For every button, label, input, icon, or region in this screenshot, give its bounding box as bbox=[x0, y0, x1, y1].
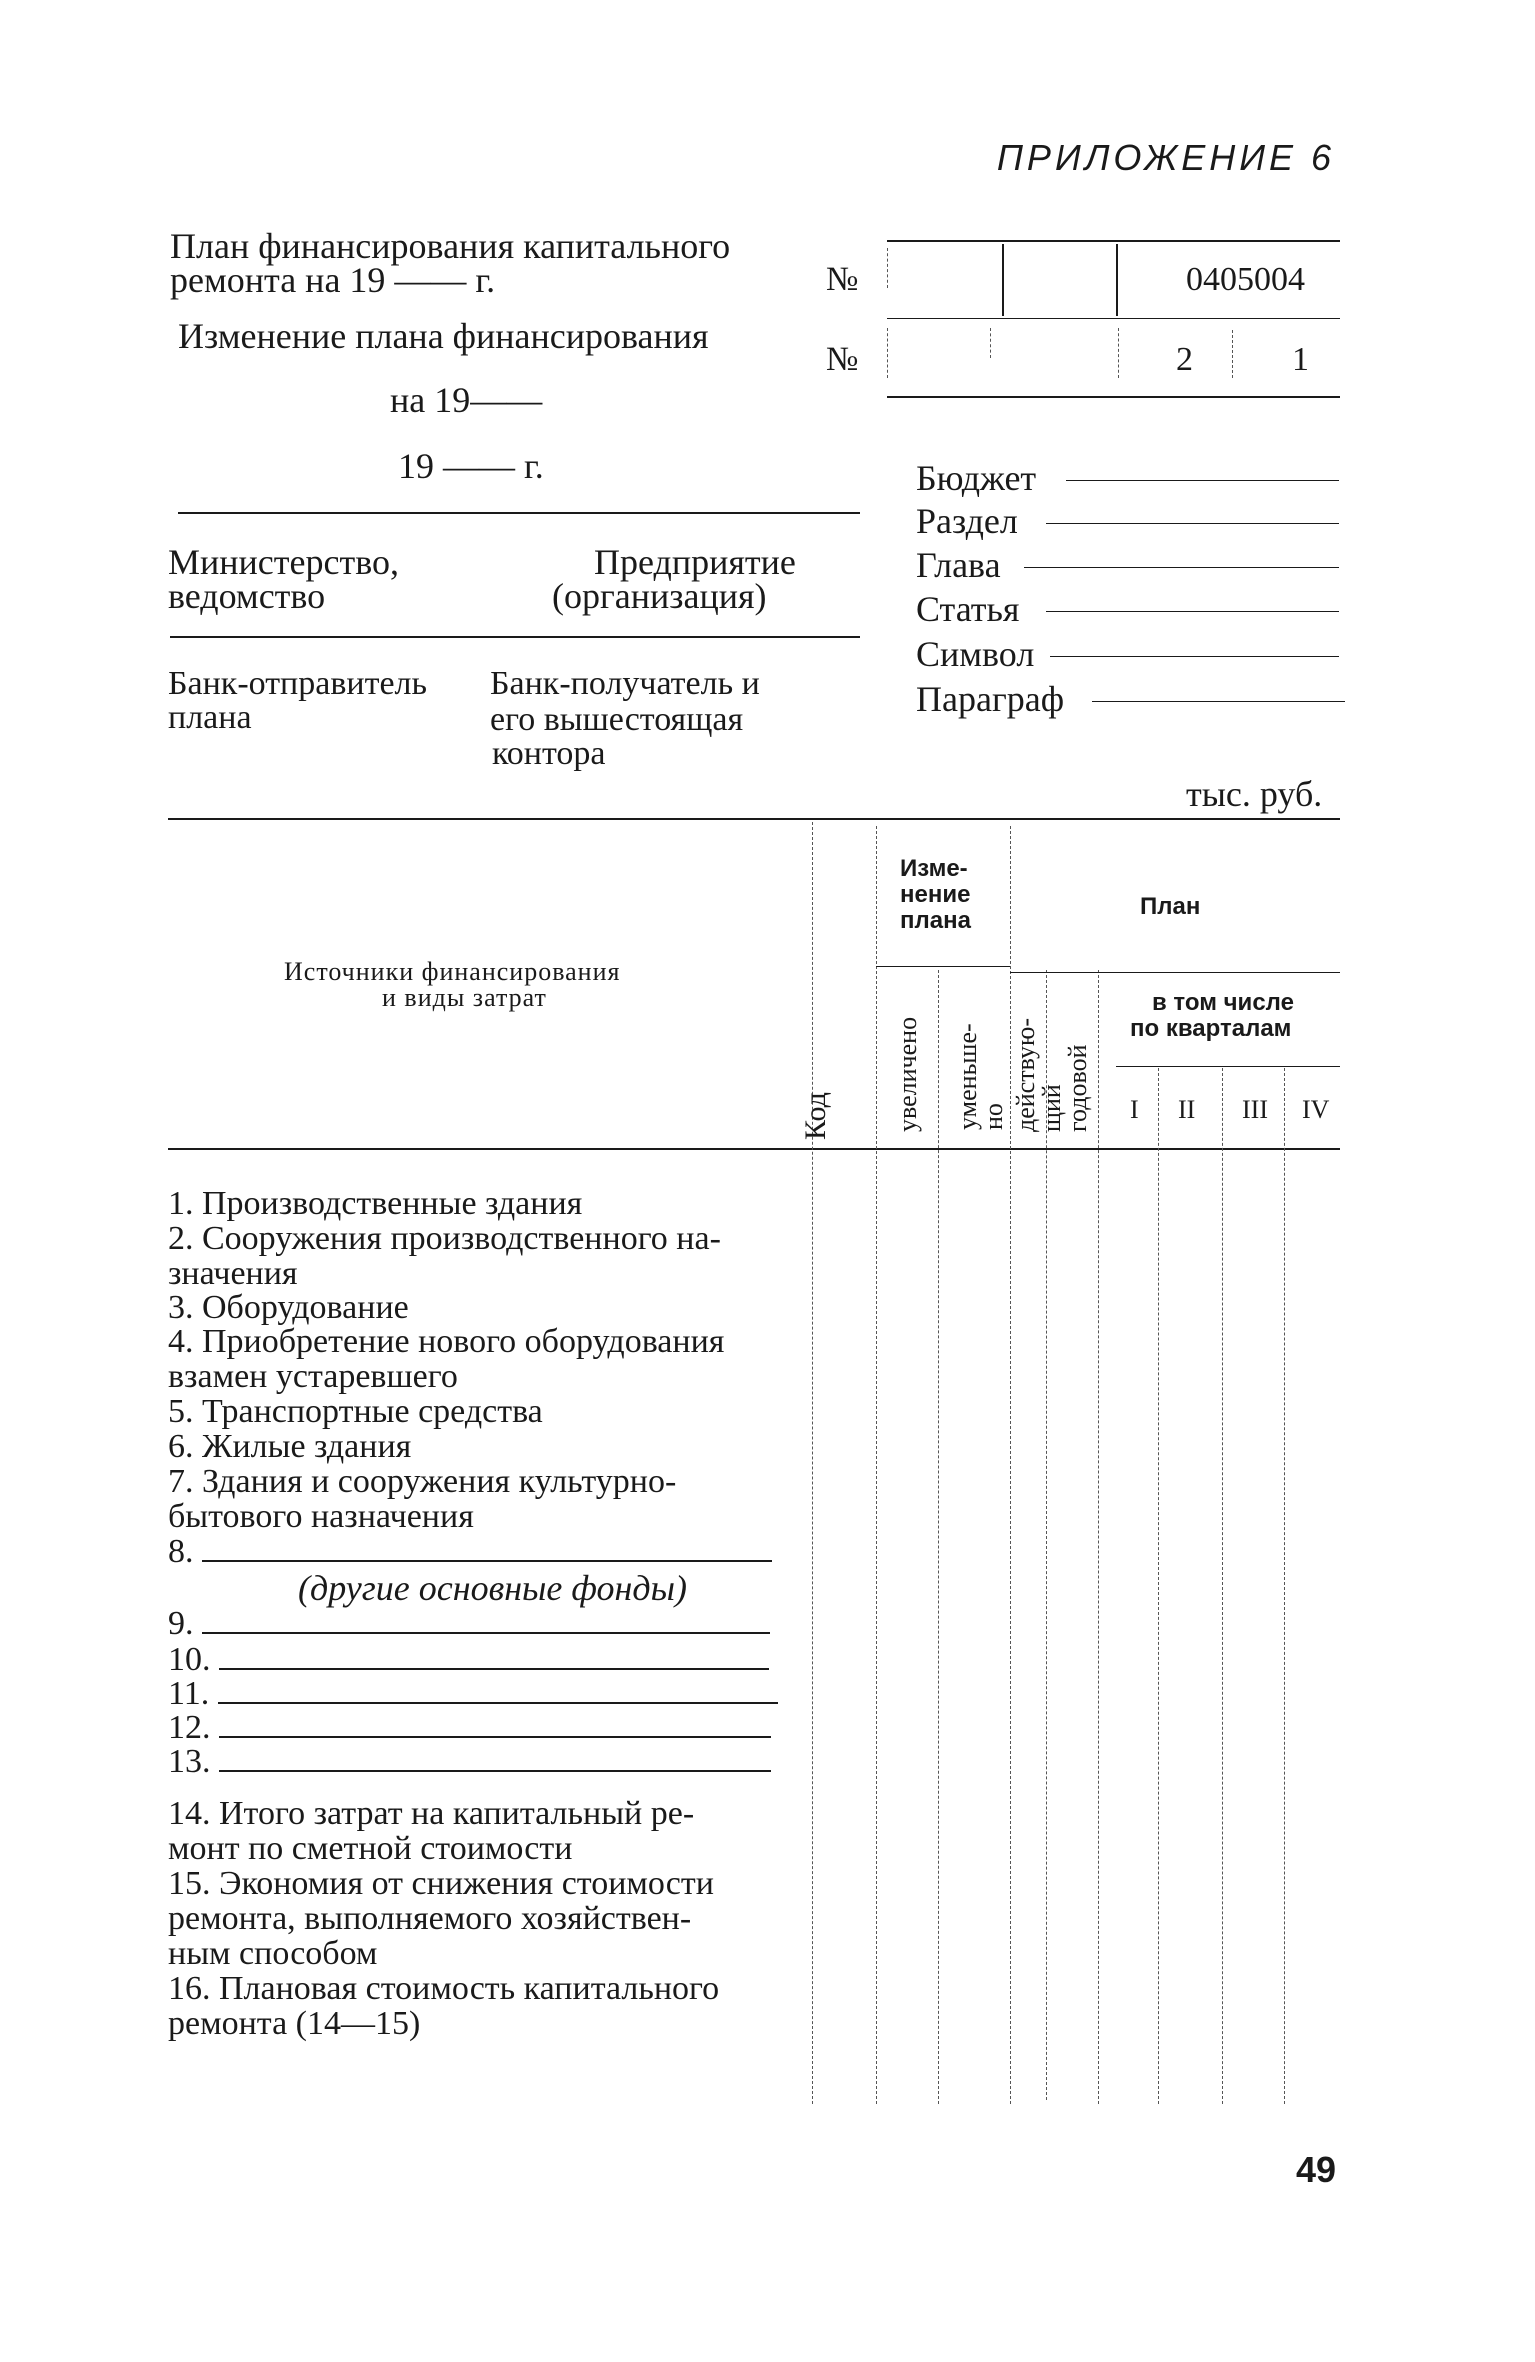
blank-line bbox=[219, 1716, 771, 1738]
sources-header-line1: Источники финансирования bbox=[284, 957, 621, 986]
row-number: 8. bbox=[168, 1533, 194, 1570]
table-row: ремонта, выполняемого хозяйствен- bbox=[168, 1900, 692, 1937]
number-label-2: № bbox=[826, 341, 859, 378]
table-row: ным способом bbox=[168, 1935, 378, 1972]
row-number: 12. bbox=[168, 1709, 211, 1746]
table-row bbox=[168, 1534, 772, 1569]
increased-header: увеличено bbox=[893, 1016, 922, 1132]
ministry-line1: Министерство, bbox=[168, 542, 399, 582]
table-row: 14. Итого затрат на капитальный ре- bbox=[168, 1795, 695, 1832]
budget-field: Параграф bbox=[916, 679, 1065, 719]
units-label: тыс. руб. bbox=[1186, 774, 1323, 814]
quarters-header-line2: по кварталам bbox=[1130, 1015, 1292, 1042]
budget-field: Раздел bbox=[916, 501, 1018, 541]
bank-receiver-line2: его вышестоящая bbox=[490, 701, 744, 738]
form-code-val-2: 2 bbox=[1176, 341, 1193, 378]
plan-title-line1: План финансирования капитального bbox=[170, 226, 731, 266]
enterprise-line1: Предприятие bbox=[594, 542, 796, 582]
change-header-line3: плана bbox=[900, 907, 971, 934]
current-header-line3: годовой bbox=[1063, 1044, 1092, 1132]
table-row bbox=[168, 1606, 770, 1641]
date-line: 19 —— г. bbox=[398, 446, 544, 486]
change-title-line1: Изменение плана финансирования bbox=[178, 316, 709, 356]
table-row: значения bbox=[168, 1255, 298, 1292]
ministry-line2: ведомство bbox=[168, 576, 326, 616]
other-funds-caption: (другие основные фонды) bbox=[298, 1568, 687, 1608]
bank-sender-line2: плана bbox=[168, 699, 252, 736]
table-row: 15. Экономия от снижения стоимости bbox=[168, 1865, 714, 1902]
change-header-line2: нение bbox=[900, 881, 971, 908]
table-row: бытового назначения bbox=[168, 1498, 474, 1535]
table-row: 16. Плановая стоимость капитального bbox=[168, 1970, 720, 2007]
table-row: 2. Сооружения производственного на- bbox=[168, 1220, 721, 1257]
row-number: 11. bbox=[168, 1675, 210, 1712]
table-row: монт по сметной стоимости bbox=[168, 1830, 573, 1867]
change-header-line1: Изме- bbox=[900, 855, 968, 882]
table-row bbox=[168, 1710, 771, 1745]
page-number: 49 bbox=[1296, 2149, 1337, 2190]
budget-field: Глава bbox=[916, 545, 1001, 585]
table-row: 4. Приобретение нового оборудования bbox=[168, 1323, 725, 1360]
table-row: взамен устаревшего bbox=[168, 1358, 458, 1395]
blank-line bbox=[202, 1612, 770, 1634]
row-number: 10. bbox=[168, 1641, 211, 1678]
plan-title-line2: ремонта на 19 —— г. bbox=[170, 260, 496, 300]
bank-receiver-line1: Банк-получатель и bbox=[490, 665, 760, 702]
current-header-line1: действую- bbox=[1011, 1017, 1040, 1132]
quarters-header-line1: в том числе bbox=[1152, 989, 1294, 1016]
blank-line bbox=[219, 1750, 771, 1772]
row-number: 13. bbox=[168, 1743, 211, 1780]
quarter-2: II bbox=[1178, 1095, 1196, 1124]
row-number: 9. bbox=[168, 1605, 194, 1642]
table-row bbox=[168, 1676, 778, 1711]
plan-header: План bbox=[1140, 893, 1201, 920]
number-label-1: № bbox=[826, 261, 859, 298]
blank-line bbox=[202, 1540, 772, 1562]
bank-sender-line1: Банк-отправитель bbox=[168, 665, 428, 702]
budget-field: Бюджет bbox=[916, 458, 1037, 498]
quarter-1: I bbox=[1130, 1095, 1139, 1124]
form-code-value: 0405004 bbox=[1186, 261, 1305, 298]
blank-line bbox=[218, 1682, 778, 1704]
table-row: ремонта (14—15) bbox=[168, 2005, 421, 2042]
table-row: 7. Здания и сооружения культурно- bbox=[168, 1463, 677, 1500]
sources-header-line2: и виды затрат bbox=[382, 983, 547, 1012]
budget-field: Символ bbox=[916, 634, 1035, 674]
form-code-val-1: 1 bbox=[1292, 341, 1309, 378]
table-row bbox=[168, 1642, 769, 1677]
decreased-header-line1: уменьше- bbox=[953, 1023, 982, 1130]
table-row: 1. Производственные здания bbox=[168, 1185, 583, 1222]
table-row: 5. Транспортные средства bbox=[168, 1393, 543, 1430]
enterprise-line2: (организация) bbox=[552, 576, 767, 616]
code-header: Код bbox=[799, 1092, 832, 1140]
budget-field: Статья bbox=[916, 589, 1020, 629]
current-header-line2: щий bbox=[1037, 1084, 1066, 1132]
table-row: 6. Жилые здания bbox=[168, 1428, 412, 1465]
change-title-line2: на 19—— bbox=[390, 380, 543, 420]
quarter-4: IV bbox=[1302, 1095, 1330, 1124]
decreased-header-line2: но bbox=[979, 1103, 1008, 1130]
quarter-3: III bbox=[1242, 1095, 1268, 1124]
appendix-title: ПРИЛОЖЕНИЕ 6 bbox=[996, 137, 1335, 178]
table-row: 3. Оборудование bbox=[168, 1289, 409, 1326]
table-row bbox=[168, 1744, 771, 1779]
bank-receiver-line3: контора bbox=[492, 735, 606, 772]
blank-line bbox=[219, 1648, 769, 1670]
